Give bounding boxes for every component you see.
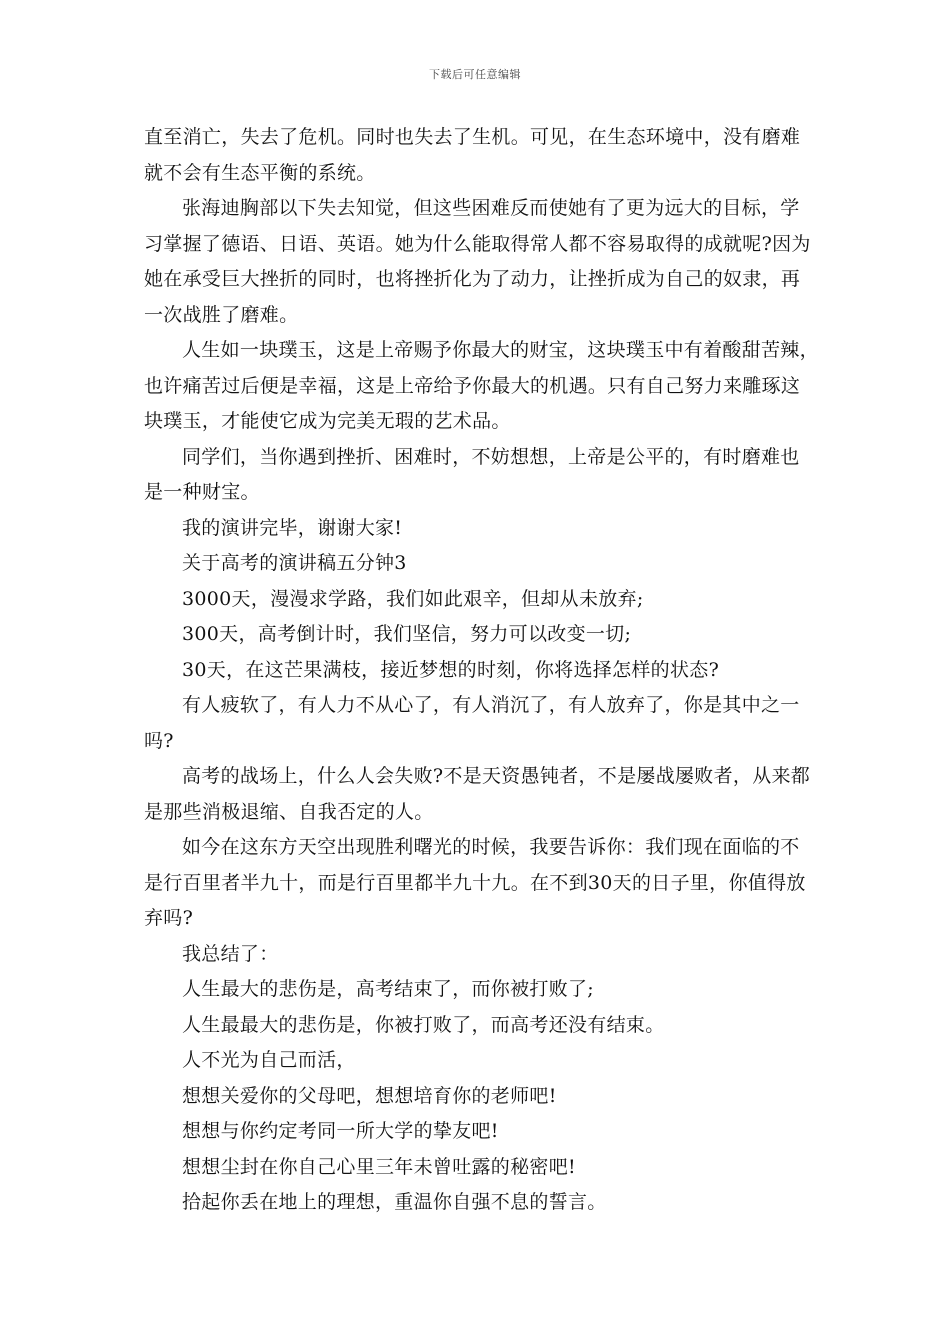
- document-body: [144, 120, 819, 1221]
- text-line: 直至消亡，失去了危机。同时也失去了生机。可见，在生态环境中，没有磨难: [144, 126, 801, 148]
- text-line: 就不会有生态平衡的系统。: [144, 161, 376, 184]
- text-line: 是一种财宝。: [144, 481, 260, 503]
- text-line: 3000天，漫漫求学路，我们如此艰辛，但却从未放弃;: [182, 587, 644, 610]
- text-line: 我总结了：: [182, 942, 279, 965]
- text-line: 一次战胜了磨难。: [144, 303, 299, 326]
- text-line: 人生最大的悲伤是，高考结束了，而你被打败了;: [182, 978, 595, 1000]
- text-line: 我的演讲完毕，谢谢大家!: [182, 516, 403, 539]
- text-line: 她在承受巨大挫折的同时，也将挫折化为了动力，让挫折成为自己的奴隶，再: [144, 268, 801, 290]
- text-line: 关于高考的演讲稿五分钟3: [182, 552, 407, 574]
- page-header: 下载后可任意编辑: [429, 68, 521, 81]
- text-line: 张海迪胸部以下失去知觉，但这些困难反而使她有了更为远大的目标，学: [182, 197, 800, 219]
- text-line: 有人疲软了，有人力不从心了，有人消沉了，有人放弃了，你是其中之一: [182, 694, 800, 716]
- text-line: 高考的战场上，什么人会失败?不是天资愚钝者，不是屡战屡败者，从来都: [182, 765, 811, 787]
- text-line: 同学们，当你遇到挫折、困难时，不妨想想，上帝是公平的，有时磨难也: [182, 445, 800, 468]
- text-line: 人不光为自己而活，: [182, 1049, 356, 1071]
- text-line: 想想与你约定考同一所大学的挚友吧!: [182, 1120, 499, 1142]
- text-line: 想想尘封在你自己心里三年未曾吐露的秘密吧!: [182, 1155, 576, 1178]
- text-line: 300天，高考倒计时，我们坚信，努力可以改变一切;: [182, 623, 632, 645]
- text-line: 人生最最大的悲伤是，你被打败了，而高考还没有结束。: [182, 1013, 665, 1036]
- text-line: 人生如一块璞玉，这是上帝赐予你最大的财宝，这块璞玉中有着酸甜苦辣，: [182, 339, 819, 361]
- text-line: 想想关爱你的父母吧，想想培育你的老师吧!: [182, 1084, 557, 1107]
- text-line: 30天，在这芒果满枝，接近梦想的时刻，你将选择怎样的状态?: [182, 658, 720, 681]
- text-line: 弃吗?: [144, 907, 194, 929]
- text-line: 是行百里者半九十，而是行百里都半九十九。在不到30天的日子里，你值得放: [144, 871, 806, 894]
- text-line: 也许痛苦过后便是幸福，这是上帝给予你最大的机遇。只有自己努力来雕琢这: [144, 374, 801, 397]
- text-line: 是那些消极退缩、自我否定的人。: [144, 800, 434, 823]
- text-line: 拾起你丢在地上的理想，重温你自强不息的誓言。: [182, 1191, 607, 1213]
- text-line: 习掌握了德语、日语、英语。她为什么能取得常人都不容易取得的成就呢?因为: [144, 232, 811, 255]
- text-line: 块璞玉，才能使它成为完美无瑕的艺术品。: [144, 410, 511, 432]
- text-line: 吗?: [144, 729, 174, 752]
- text-line: 如今在这东方天空出现胜利曙光的时候，我要告诉你：我们现在面临的不: [182, 836, 800, 858]
